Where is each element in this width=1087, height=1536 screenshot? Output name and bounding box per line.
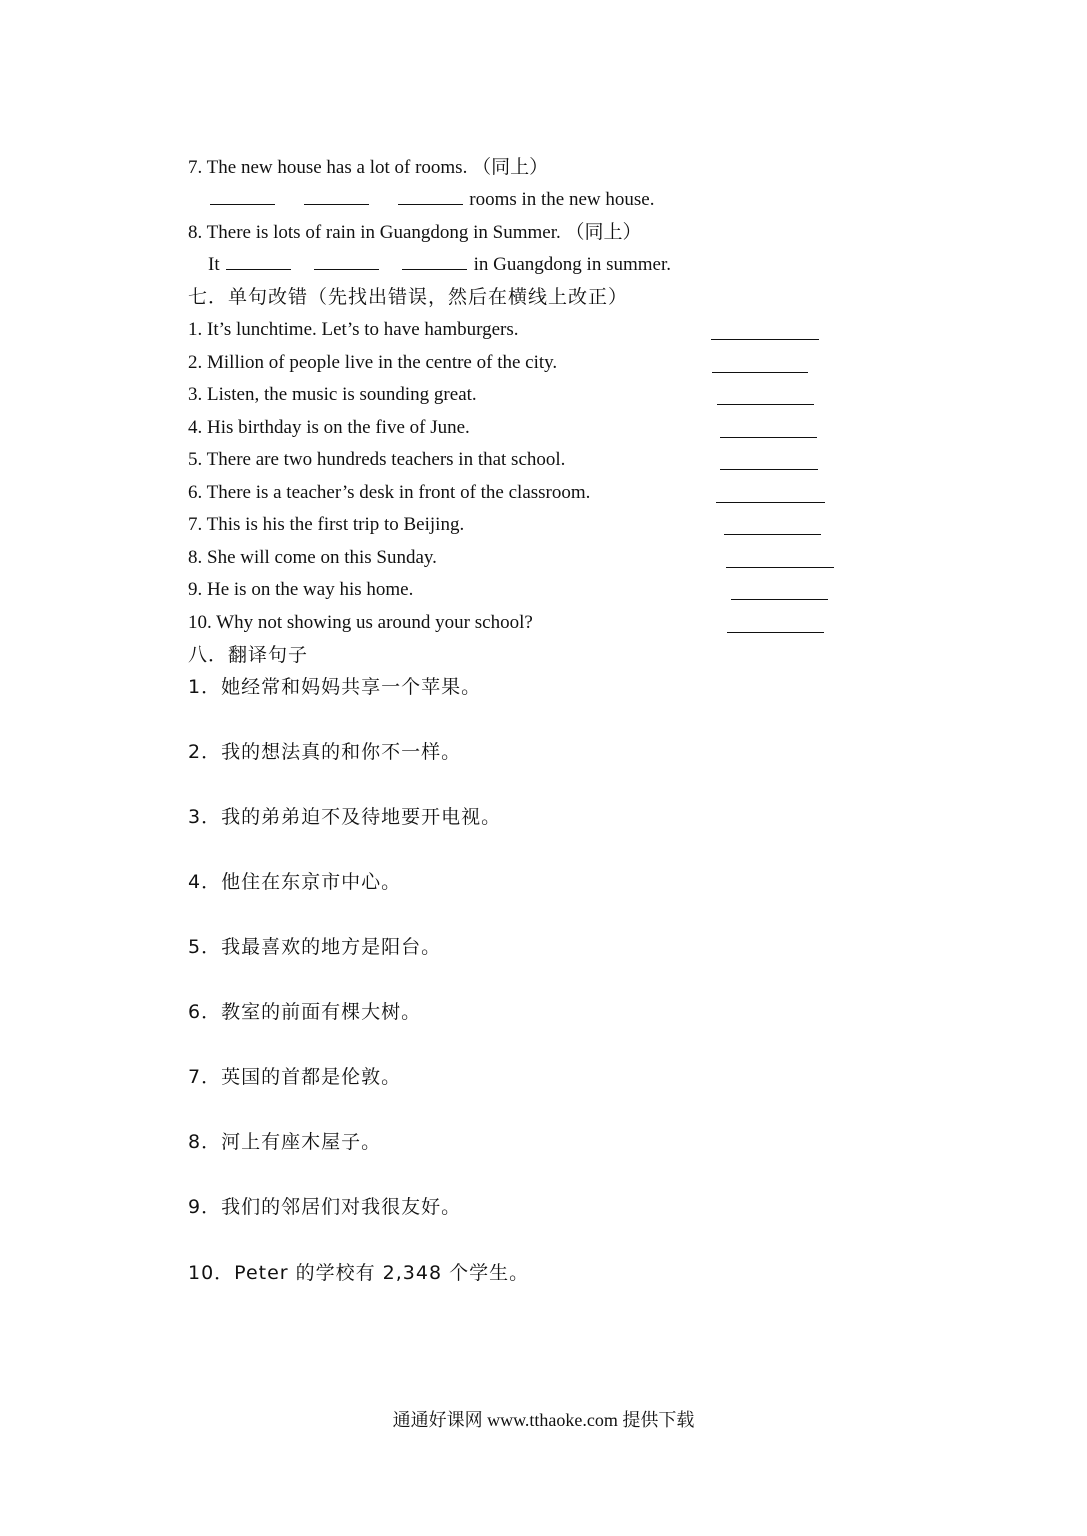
translation-item-8: 8．河上有座木屋子。 — [188, 1131, 382, 1153]
answer-blank[interactable] — [402, 251, 467, 270]
page-footer: 通通好课网 www.tthaoke.com 提供下载 — [392, 1410, 695, 1430]
transform-item-7-answer — [208, 185, 654, 215]
translation-item-1: 1．她经常和妈妈共享一个苹果。 — [188, 676, 482, 698]
error-item-1: 1. It’s lunchtime. Let’s to have hamburgers. — [188, 319, 519, 340]
answer-blank[interactable] — [226, 251, 291, 270]
translation-item-3: 3．我的弟弟迫不及待地要开电视。 — [188, 806, 502, 828]
answer-tail-text: in Guangdong in summer. — [473, 254, 671, 275]
transform-item-8-answer — [208, 250, 671, 280]
translation-item-10: 10．Peter 的学校有 2,348 个学生。 — [188, 1262, 530, 1284]
answer-blank[interactable] — [304, 186, 369, 205]
correction-blank-4[interactable] — [720, 437, 817, 438]
transform-item-7: 7. The new house has a lot of rooms. （同上） — [188, 157, 549, 178]
translation-item-6: 6．教室的前面有棵大树。 — [188, 1001, 422, 1023]
error-item-10: 10. Why not showing us around your school? — [188, 612, 533, 633]
correction-blank-6[interactable] — [716, 502, 825, 503]
translation-item-2: 2．我的想法真的和你不一样。 — [188, 741, 462, 763]
correction-blank-10[interactable] — [727, 632, 824, 633]
error-item-2: 2. Million of people live in the centre of the city. — [188, 352, 558, 373]
correction-blank-5[interactable] — [720, 469, 818, 470]
correction-blank-3[interactable] — [717, 404, 814, 405]
translation-item-5: 5．我最喜欢的地方是阳台。 — [188, 936, 442, 958]
section-7-heading: 七．单句改错（先找出错误，然后在横线上改正） — [188, 286, 629, 308]
correction-blank-8[interactable] — [726, 567, 834, 568]
error-item-6: 6. There is a teacher’s desk in front of the classroom. — [188, 482, 591, 503]
correction-blank-2[interactable] — [712, 372, 808, 373]
answer-blank[interactable] — [210, 186, 275, 205]
error-item-7: 7. This is his the first trip to Beijing. — [188, 514, 465, 535]
translation-item-4: 4．他住在东京市中心。 — [188, 871, 402, 893]
correction-blank-9[interactable] — [731, 599, 828, 600]
answer-head-text: It — [208, 254, 220, 275]
error-item-3: 3. Listen, the music is sounding great. — [188, 384, 477, 405]
answer-blank[interactable] — [398, 186, 463, 205]
error-item-8: 8. She will come on this Sunday. — [188, 547, 437, 568]
correction-blank-7[interactable] — [724, 534, 821, 535]
error-item-9: 9. He is on the way his home. — [188, 579, 414, 600]
correction-blank-1[interactable] — [711, 339, 819, 340]
error-item-4: 4. His birthday is on the five of June. — [188, 417, 470, 438]
answer-blank[interactable] — [314, 251, 379, 270]
error-item-5: 5. There are two hundreds teachers in that school. — [188, 449, 566, 470]
section-8-heading: 八．翻译句子 — [188, 644, 309, 666]
answer-tail-text: rooms in the new house. — [469, 189, 655, 210]
transform-item-8: 8. There is lots of rain in Guangdong in Summer. （同上） — [188, 222, 642, 243]
translation-item-9: 9．我们的邻居们对我很友好。 — [188, 1196, 462, 1218]
translation-item-7: 7．英国的首都是伦敦。 — [188, 1066, 402, 1088]
